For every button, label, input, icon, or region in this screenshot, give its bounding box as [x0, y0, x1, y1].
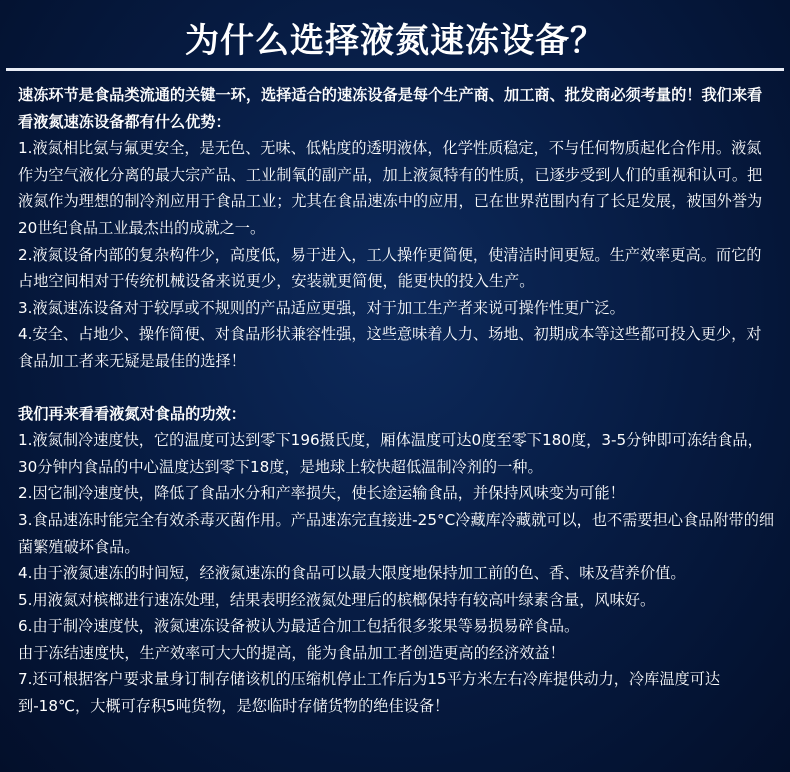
section2-item-4: 4.由于液氮速冻的时间短，经液氮速冻的食品可以最大限度地保持加工前的色、香、味及营养价值。	[18, 564, 686, 583]
section2-item-5: 5.用液氮对槟榔进行速冻处理，结果表明经液氮处理后的槟榔保持有较高叶绿素含量，风味好。	[18, 590, 656, 609]
page-title: 为什么选择液氮速冻设备？	[185, 20, 605, 61]
section1-item-1: 1.液氮相比氨与氟更安全，是无色、无味、低粘度的透明液体，化学性质稳定，不与任何物质起化合作用。液氮作为空气液化分离的最大宗产品、工业制氧的副产品，加上液氮特有的性质，已逐步受到人们的重视和认可。把液氮作为理想的制冷剂应用于食品工业；尤其在食品速冻中的应用，已在世界范围内有了长足发展，被国外誉为20世纪食品工业最杰出的成就之一。	[18, 139, 763, 237]
section2-intro: 我们再来看看液氮对食品的功效：	[18, 404, 246, 423]
section2-item-3: 3.食品速冻时能完全有效杀毒灭菌作用。产品速冻完直接进-25°C冷藏库冷藏就可以，也不需要担心食品附带的细菌繁殖破坏食品。	[18, 510, 775, 556]
section1-item-2: 2.液氮设备内部的复杂构件少，高度低，易于进入，工人操作更简便，使清洁时间更短。生产效率更高。而它的占地空间相对于传统机械设备来说更少，安装就更简便，能更快的投入生产。	[18, 245, 762, 291]
section-spacer	[18, 375, 776, 401]
section1-item-3: 3.液氮速冻设备对于较厚或不规则的产品适应更强，对于加工生产者来说可操作性更广泛。	[18, 298, 625, 317]
section1-intro: 速冻环节是食品类流通的关键一环，选择适合的速冻设备是每个生产商、加工商、批发商必须考量的！我们来看看液氮速冻设备都有什么优势：	[18, 86, 763, 131]
article-body	[18, 82, 776, 720]
section2-item-7: 7.还可根据客户要求量身订制存储该机的压缩机停止工作后为15平方米左右冷库提供动力，冷库温度可达到-18℃，大概可存积5吨货物，是您临时存储货物的绝佳设备！	[18, 670, 721, 716]
section2-item-1: 1.液氮制冷速度快，它的温度可达到零下196摄氏度，厢体温度可达0度至零下180度，3-5分钟即可冻结食品，30分钟内食品的中心温度达到零下18度，是地球上较快超低温制冷剂的一种。	[18, 431, 763, 476]
section2-item-efficiency: 由于冻结速度快，生产效率可大大的提高，能为食品加工者创造更高的经济效益！	[18, 643, 565, 662]
title-divider	[6, 68, 784, 71]
section2-item-6: 6.由于制冷速度快，液氮速冻设备被认为最适合加工包括很多浆果等易损易碎食品。	[18, 617, 580, 636]
section1-item-4: 4.安全、占地少、操作简便、对食品形状兼容性强，这些意味着人力、场地、初期成本等这些都可投入更少，对食品加工者来无疑是最佳的选择！	[18, 325, 762, 370]
header	[0, 0, 790, 74]
section2-item-2: 2.因它制冷速度快，降低了食品水分和产率损失，使长途运输食品，并保持风味变为可能！	[18, 484, 625, 503]
